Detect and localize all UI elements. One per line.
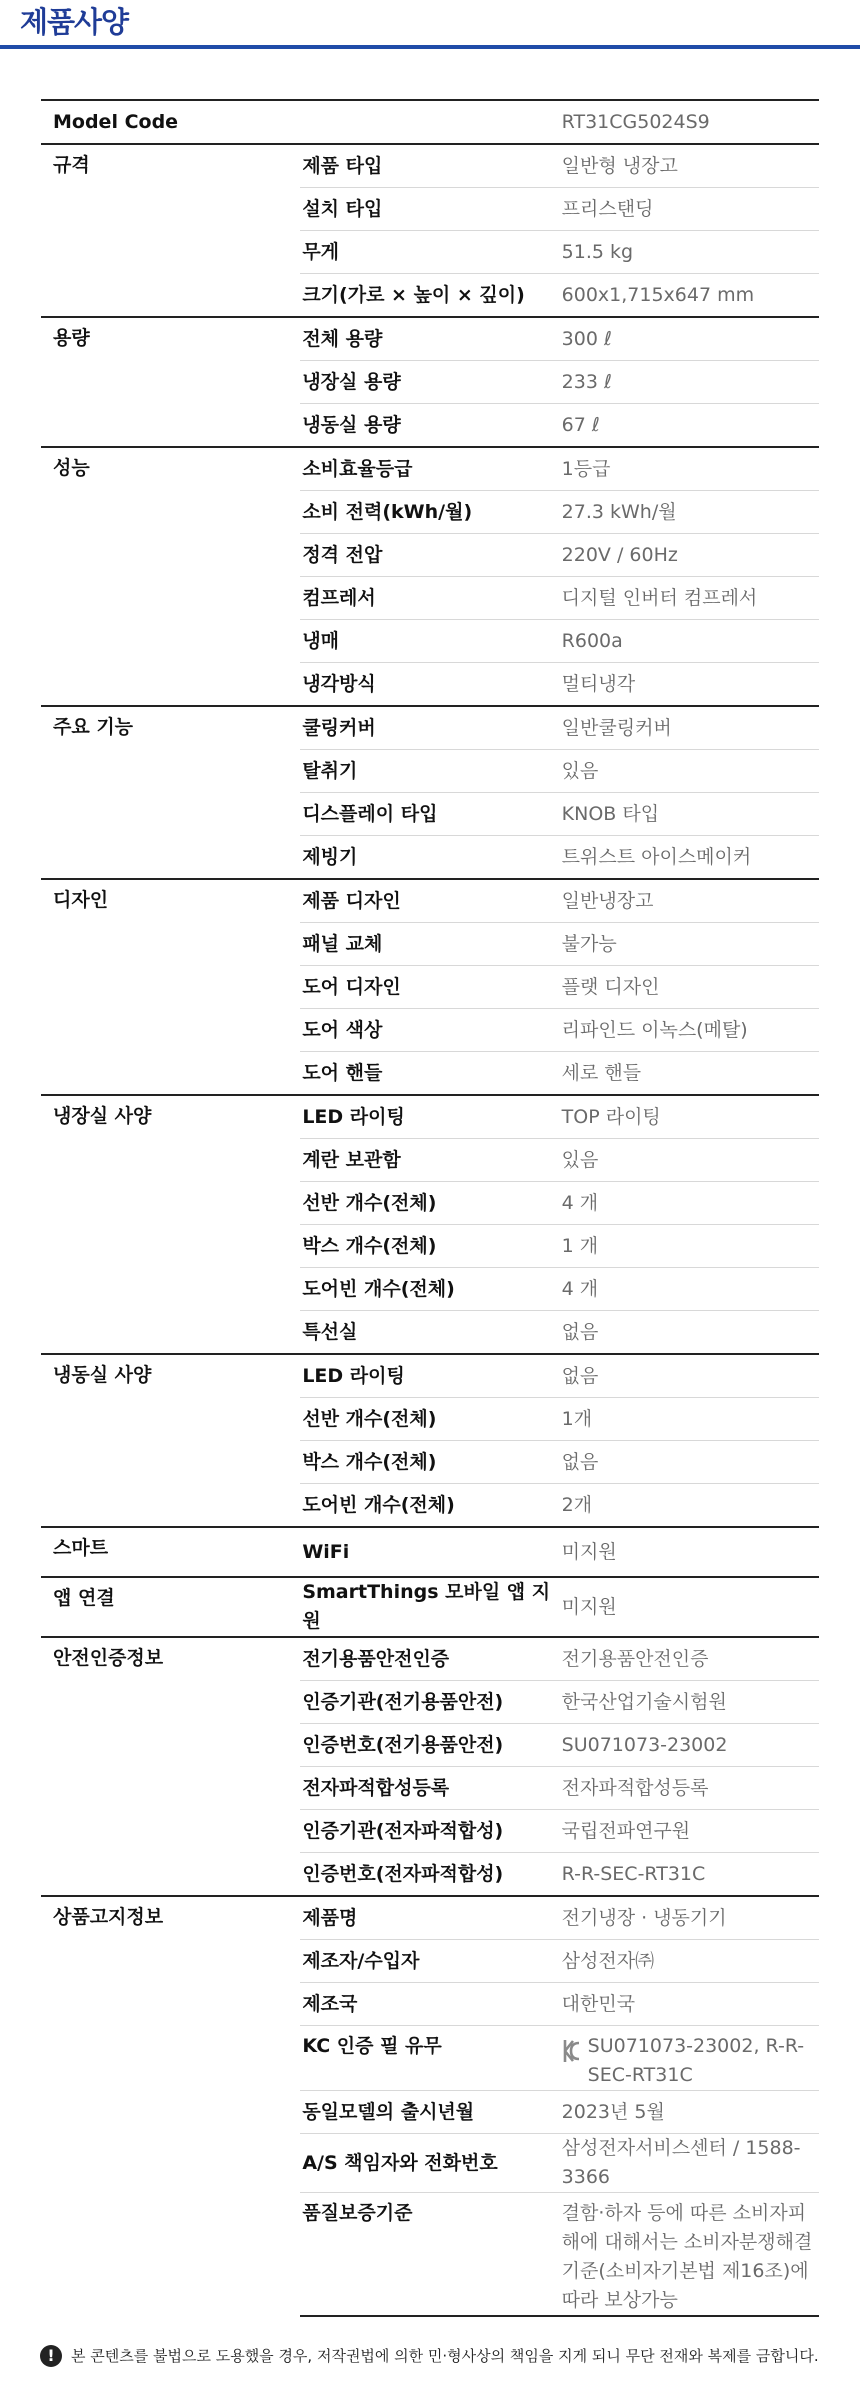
spec-value: 디지털 인버터 컴프레서 xyxy=(560,577,819,620)
spec-category: 스마트 xyxy=(41,1527,300,1577)
copyright-notice xyxy=(40,2341,830,2371)
spec-value: 있음 xyxy=(560,750,819,793)
spec-table xyxy=(41,99,819,2317)
spec-label: 도어빈 개수(전체) xyxy=(300,1268,559,1311)
spec-row xyxy=(41,1577,819,1637)
spec-category: 용량 xyxy=(41,317,300,447)
spec-label: 인증번호(전기용품안전) xyxy=(300,1724,559,1767)
spec-label: 도어빈 개수(전체) xyxy=(300,1484,559,1528)
spec-value: KNOB 타입 xyxy=(560,793,819,836)
spec-row xyxy=(41,144,819,188)
spec-label: 제빙기 xyxy=(300,836,559,880)
spec-value: 멀티냉각 xyxy=(560,663,819,707)
model-code-label: Model Code xyxy=(41,100,560,144)
spec-row xyxy=(41,1095,819,1139)
spec-value: 600x1,715x647 mm xyxy=(560,274,819,318)
spec-value: 없음 xyxy=(560,1441,819,1484)
spec-label: 제품 타입 xyxy=(300,144,559,188)
spec-label: 인증번호(전자파적합성) xyxy=(300,1853,559,1897)
spec-label: 소비효율등급 xyxy=(300,447,559,491)
spec-label: 탈취기 xyxy=(300,750,559,793)
spec-value: 삼성전자㈜ xyxy=(560,1940,819,1983)
spec-value: 세로 핸들 xyxy=(560,1052,819,1096)
spec-value: 300 ℓ xyxy=(560,317,819,361)
spec-category: 상품고지정보 xyxy=(41,1896,300,2316)
spec-value: 2023년 5월 xyxy=(560,2091,819,2134)
spec-label: 제품명 xyxy=(300,1896,559,1940)
spec-label: 도어 디자인 xyxy=(300,966,559,1009)
spec-value: SU071073-23002 xyxy=(560,1724,819,1767)
exclamation-circle-icon: ! xyxy=(40,2345,62,2367)
spec-label: 냉매 xyxy=(300,620,559,663)
spec-value: 4 개 xyxy=(560,1182,819,1225)
spec-value: 4 개 xyxy=(560,1268,819,1311)
spec-category: 냉동실 사양 xyxy=(41,1354,300,1527)
spec-row xyxy=(41,1896,819,1940)
spec-value: 삼성전자서비스센터 / 1588-3366 xyxy=(560,2134,819,2193)
spec-category: 디자인 xyxy=(41,879,300,1095)
spec-value: 일반쿨링커버 xyxy=(560,706,819,750)
spec-value: 없음 xyxy=(560,1311,819,1355)
spec-label: KC 인증 필 유무 xyxy=(300,2026,559,2091)
spec-label: 냉각방식 xyxy=(300,663,559,707)
spec-label: 제품 디자인 xyxy=(300,879,559,923)
spec-value: 트위스트 아이스메이커 xyxy=(560,836,819,880)
spec-label: 전자파적합성등록 xyxy=(300,1767,559,1810)
spec-value: 1개 xyxy=(560,1398,819,1441)
spec-value: 일반형 냉장고 xyxy=(560,144,819,188)
spec-label: 패널 교체 xyxy=(300,923,559,966)
spec-label: 제조국 xyxy=(300,1983,559,2026)
spec-value: 대한민국 xyxy=(560,1983,819,2026)
spec-category: 냉장실 사양 xyxy=(41,1095,300,1354)
spec-value: 일반냉장고 xyxy=(560,879,819,923)
spec-value: 불가능 xyxy=(560,923,819,966)
spec-value: 한국산업기술시험원 xyxy=(560,1681,819,1724)
spec-category: 안전인증정보 xyxy=(41,1637,300,1896)
spec-label: 전기용품안전인증 xyxy=(300,1637,559,1681)
spec-label: 정격 전압 xyxy=(300,534,559,577)
spec-category: 성능 xyxy=(41,447,300,706)
spec-row xyxy=(41,1527,819,1577)
spec-category: 주요 기능 xyxy=(41,706,300,879)
spec-label: 선반 개수(전체) xyxy=(300,1398,559,1441)
spec-label: SmartThings 모바일 앱 지원 xyxy=(300,1577,559,1637)
kc-mark-icon xyxy=(562,2038,582,2064)
spec-label: 크기(가로 × 높이 × 깊이) xyxy=(300,274,559,318)
spec-label: 냉장실 용량 xyxy=(300,361,559,404)
spec-value: 27.3 kWh/월 xyxy=(560,491,819,534)
spec-label: 설치 타입 xyxy=(300,188,559,231)
kc-cert-numbers: SU071073-23002, R-R-SEC-RT31C xyxy=(587,2035,805,2086)
spec-label: 품질보증기준 xyxy=(300,2193,559,2317)
spec-value: 리파인드 이녹스(메탈) xyxy=(560,1009,819,1052)
spec-category: 앱 연결 xyxy=(41,1577,300,1637)
spec-category: 규격 xyxy=(41,144,300,317)
spec-value: 없음 xyxy=(560,1354,819,1398)
spec-label: 박스 개수(전체) xyxy=(300,1441,559,1484)
page-header xyxy=(0,0,860,50)
spec-value: 미지원 xyxy=(560,1527,819,1577)
spec-label: 도어 핸들 xyxy=(300,1052,559,1096)
spec-label: 박스 개수(전체) xyxy=(300,1225,559,1268)
spec-row xyxy=(41,447,819,491)
spec-value: 미지원 xyxy=(560,1577,819,1637)
spec-row xyxy=(41,1354,819,1398)
spec-value: 있음 xyxy=(560,1139,819,1182)
spec-value xyxy=(560,2026,819,2091)
spec-label: 동일모델의 출시년월 xyxy=(300,2091,559,2134)
spec-value: 전기냉장 · 냉동기기 xyxy=(560,1896,819,1940)
spec-label: 제조자/수입자 xyxy=(300,1940,559,1983)
spec-row xyxy=(41,879,819,923)
spec-value: 결함·하자 등에 따른 소비자피해에 대해서는 소비자분쟁해결기준(소비자기본법 제16조)에 따라 보상가능 xyxy=(560,2193,819,2317)
page-title: 제품사양 xyxy=(20,5,129,39)
spec-label: LED 라이팅 xyxy=(300,1095,559,1139)
spec-row xyxy=(41,317,819,361)
spec-label: 선반 개수(전체) xyxy=(300,1182,559,1225)
title-underline xyxy=(0,45,860,49)
spec-label: 소비 전력(kWh/월) xyxy=(300,491,559,534)
spec-value: 1 개 xyxy=(560,1225,819,1268)
spec-label: 쿨링커버 xyxy=(300,706,559,750)
spec-value: 전기용품안전인증 xyxy=(560,1637,819,1681)
model-code-row xyxy=(41,100,819,144)
spec-value: 220V / 60Hz xyxy=(560,534,819,577)
spec-value: 67 ℓ xyxy=(560,404,819,448)
spec-value: 1등급 xyxy=(560,447,819,491)
spec-label: WiFi xyxy=(300,1527,559,1577)
spec-value: 국립전파연구원 xyxy=(560,1810,819,1853)
copyright-notice-text: 본 콘텐츠를 불법으로 도용했을 경우, 저작권법에 의한 민·형사상의 책임을 지게 되니 무단 전재와 복제를 금합니다. xyxy=(71,2347,819,2365)
spec-value: 플랫 디자인 xyxy=(560,966,819,1009)
spec-value: 전자파적합성등록 xyxy=(560,1767,819,1810)
spec-label: 전체 용량 xyxy=(300,317,559,361)
spec-label: 디스플레이 타입 xyxy=(300,793,559,836)
spec-label: 계란 보관함 xyxy=(300,1139,559,1182)
spec-label: A/S 책임자와 전화번호 xyxy=(300,2134,559,2193)
spec-label: 특선실 xyxy=(300,1311,559,1355)
spec-label: LED 라이팅 xyxy=(300,1354,559,1398)
spec-row xyxy=(41,706,819,750)
spec-label: 인증기관(전자파적합성) xyxy=(300,1810,559,1853)
spec-value: 233 ℓ xyxy=(560,361,819,404)
spec-value: 2개 xyxy=(560,1484,819,1528)
spec-value: 51.5 kg xyxy=(560,231,819,274)
spec-label: 인증기관(전기용품안전) xyxy=(300,1681,559,1724)
spec-value: TOP 라이팅 xyxy=(560,1095,819,1139)
spec-label: 컴프레서 xyxy=(300,577,559,620)
spec-label: 도어 색상 xyxy=(300,1009,559,1052)
spec-label: 냉동실 용량 xyxy=(300,404,559,448)
spec-row xyxy=(41,1637,819,1681)
spec-value: R600a xyxy=(560,620,819,663)
spec-value: 프리스탠딩 xyxy=(560,188,819,231)
model-code-value: RT31CG5024S9 xyxy=(560,100,819,144)
spec-label: 무게 xyxy=(300,231,559,274)
spec-value: R-R-SEC-RT31C xyxy=(560,1853,819,1897)
